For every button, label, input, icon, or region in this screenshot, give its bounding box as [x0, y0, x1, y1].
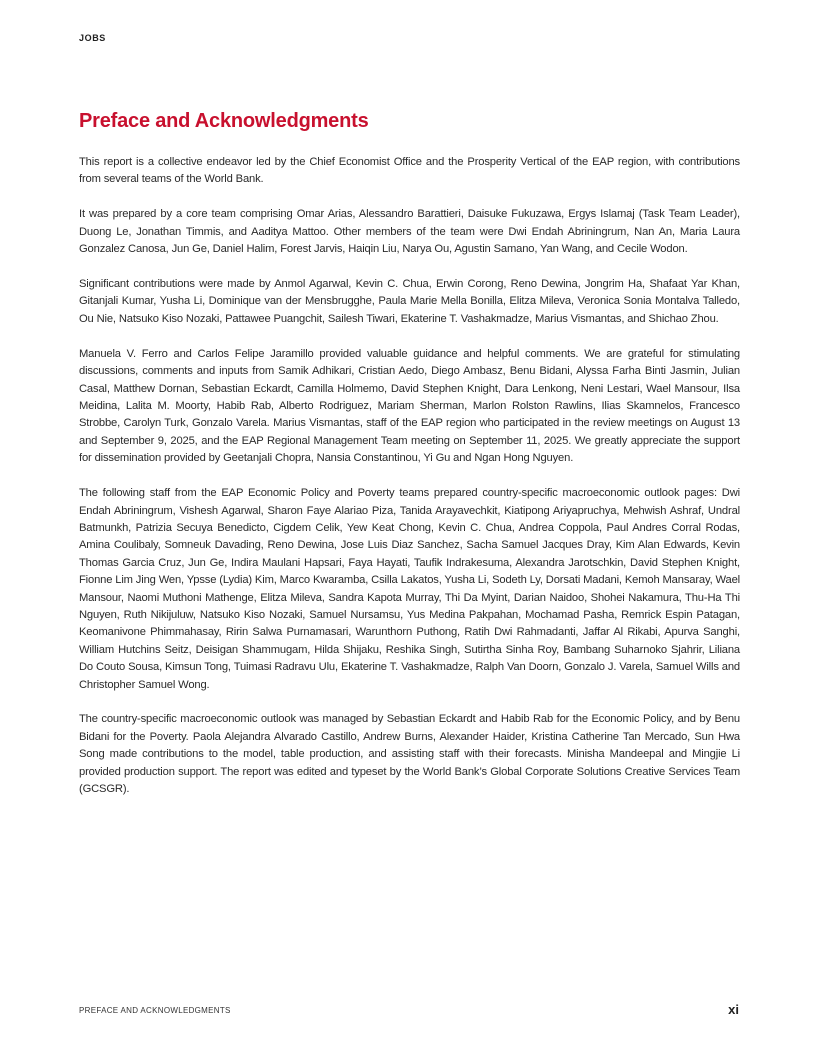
- paragraph-contributions: Significant contributions were made by Anmol Agarwal, Kevin C. Chua, Erwin Corong, Reno Dewina, Jongrim Ha, Shafaat Yar Khan, Gitanjali Kumar, Yusha Li, Dominique van der Mensbrugghe, Paula Marie Mella Bonilla, Elitza Mileva, Veronica Sonia Montalva Talledo, Ou Nie, Natsuko Kiso Nozaki, Pattawee Puangchit, Sailesh Tiwari, Ekaterine T. Vashakmadze, Marius Vismantas, and Shichao Zhou.: [79, 278, 740, 325]
- footer-section-label: PREFACE AND ACKNOWLEDGMENTS: [79, 1006, 231, 1015]
- paragraph-guidance: Manuela V. Ferro and Carlos Felipe Jaramillo provided valuable guidance and helpful comments. We are grateful for stimulating discussions, comments and inputs from Samik Adhikari, Cristian Aedo, Diego Ambasz, Benu Bidani, Alyssa Farha Binti Jasmin, Julian Casal, Matthew Dornan, Sebastian Eckardt, Camilla Holmemo, David Stephen Knight, Dara Lenkong, Neni Lestari, Wael Mansour, Ilsa Meidina, Lalita M. Moorty, Habib Rab, Alberto Rodriguez, Mariam Sherman, Marlon Rolston Rawlins, Ilias Skamnelos, Francesco Strobbe, Carolyn Turk, Gonzalo Varela. Marius Vismantas, staff of the EAP region who participated in the review meetings on August 13 and September 9, 2025, and the EAP Regional Management Team meeting on September 11, 2025. We greatly appreciate the support for dissemination provided by Geetanjali Chopra, Nansia Constantinou, Yi Gu and Ngan Hong Nguyen.: [79, 347, 740, 465]
- paragraph-core-team: It was prepared by a core team comprising Omar Arias, Alessandro Barattieri, Daisuke Fukuzawa, Ergys Islamaj (Task Team Leader), Duong Le, Jonathan Timmis, and Aaditya Mattoo. Other members of the team were Dwi Endah Abriningrum, Nan An, Maria Laura Gonzalez Canosa, Jun Ge, Daniel Halim, Forest Jarvis, Haiqin Liu, Narya Ou, Agustin Samano, Yan Wang, and Cecile Wodon.: [79, 208, 740, 256]
- running-head: JOBS: [79, 33, 106, 43]
- body-text: [79, 154, 740, 816]
- page-number: xi: [728, 1002, 739, 1017]
- paragraph-outlook-management: The country-specific macroeconomic outlook was managed by Sebastian Eckardt and Habib Rab for the Economic Policy, and by Benu Bidani for the Poverty. Paola Alejandra Alvarado Castillo, Andrew Burns, Alexander Haider, Kristina Catherine Tan Mercado, Sun Hwa Song made contributions to the model, table production, and assisting staff with their forecasts. Minisha Mandeepal and Mingjie Li provided production support. The report was edited and typeset by the World Bank’s Global Corporate Solutions Creative Services Team (GCSGR).: [79, 713, 740, 796]
- paragraph-country-staff: The following staff from the EAP Economic Policy and Poverty teams prepared country-specific macroeconomic outlook pages: Dwi Endah Abriningrum, Vishesh Agarwal, Sharon Faye Alariao Piza, Tanida Arayavechkit, Kiatipong Ariyapruchya, Mehwish Ashraf, Undral Batmunkh, Patrizia Secuya Benedicto, Cigdem Celik, Yew Keat Chong, Kevin C. Chua, Andrea Coppola, Paul Andres Corral Rodas, Amina Coulibaly, Somneuk Davading, Reno Dewina, Jose Luis Diaz Sanchez, Sacha Samuel Jacques Dray, Kim Alan Edwards, Kevin Thomas Garcia Cruz, Jun Ge, Indira Maulani Hapsari, Faya Hayati, Taufik Indrakesuma, Alexandra Jarotschkin, David Stephen Knight, Fionne Lim Jing Wen, Ypsse (Lydia) Kim, Marco Kwaramba, Csilla Lakatos, Yusha Li, Sodeth Ly, Dorsati Madani, Kemoh Mansaray, Wael Mansour, Naomi Muthoni Mathenge, Elitza Mileva, Sandra Kapota Murray, Thi Da Myint, Darian Naidoo, Shohei Nakamura, Thu-Ha Thi Nguyen, Ruth Nikijuluw, Natsuko Kiso Nozaki, Samuel Nursamsu, Yus Medina Pakpahan, Mochamad Pasha, Remrick Espin Patagan, Keomanivone Phimmahasay, Ririn Salwa Purnamasari, Warunthorn Puthong, Ratih Dwi Rahmadanti, Jaffar Al Rikabi, Apurva Sanghi, William Hutchins Seitz, Deisigan Shammugam, Hilda Shijaku, Reshika Singh, Sutirtha Sinha Roy, Bambang Suharnoko Sjahrir, Liliana Do Couto Sousa, Kimsun Tong, Tuimasi Radravu Ulu, Ekaterine T. Vashakmadze, Ralph Van Doorn, Gonzalo J. Varela, Samuel Wills and Christopher Samuel Wong.: [79, 487, 740, 691]
- paragraph-intro: This report is a collective endeavor led by the Chief Economist Office and the Prosperity Vertical of the EAP region, with contributions from several teams of the World Bank.: [79, 156, 740, 186]
- page-title: Preface and Acknowledgments: [79, 110, 369, 132]
